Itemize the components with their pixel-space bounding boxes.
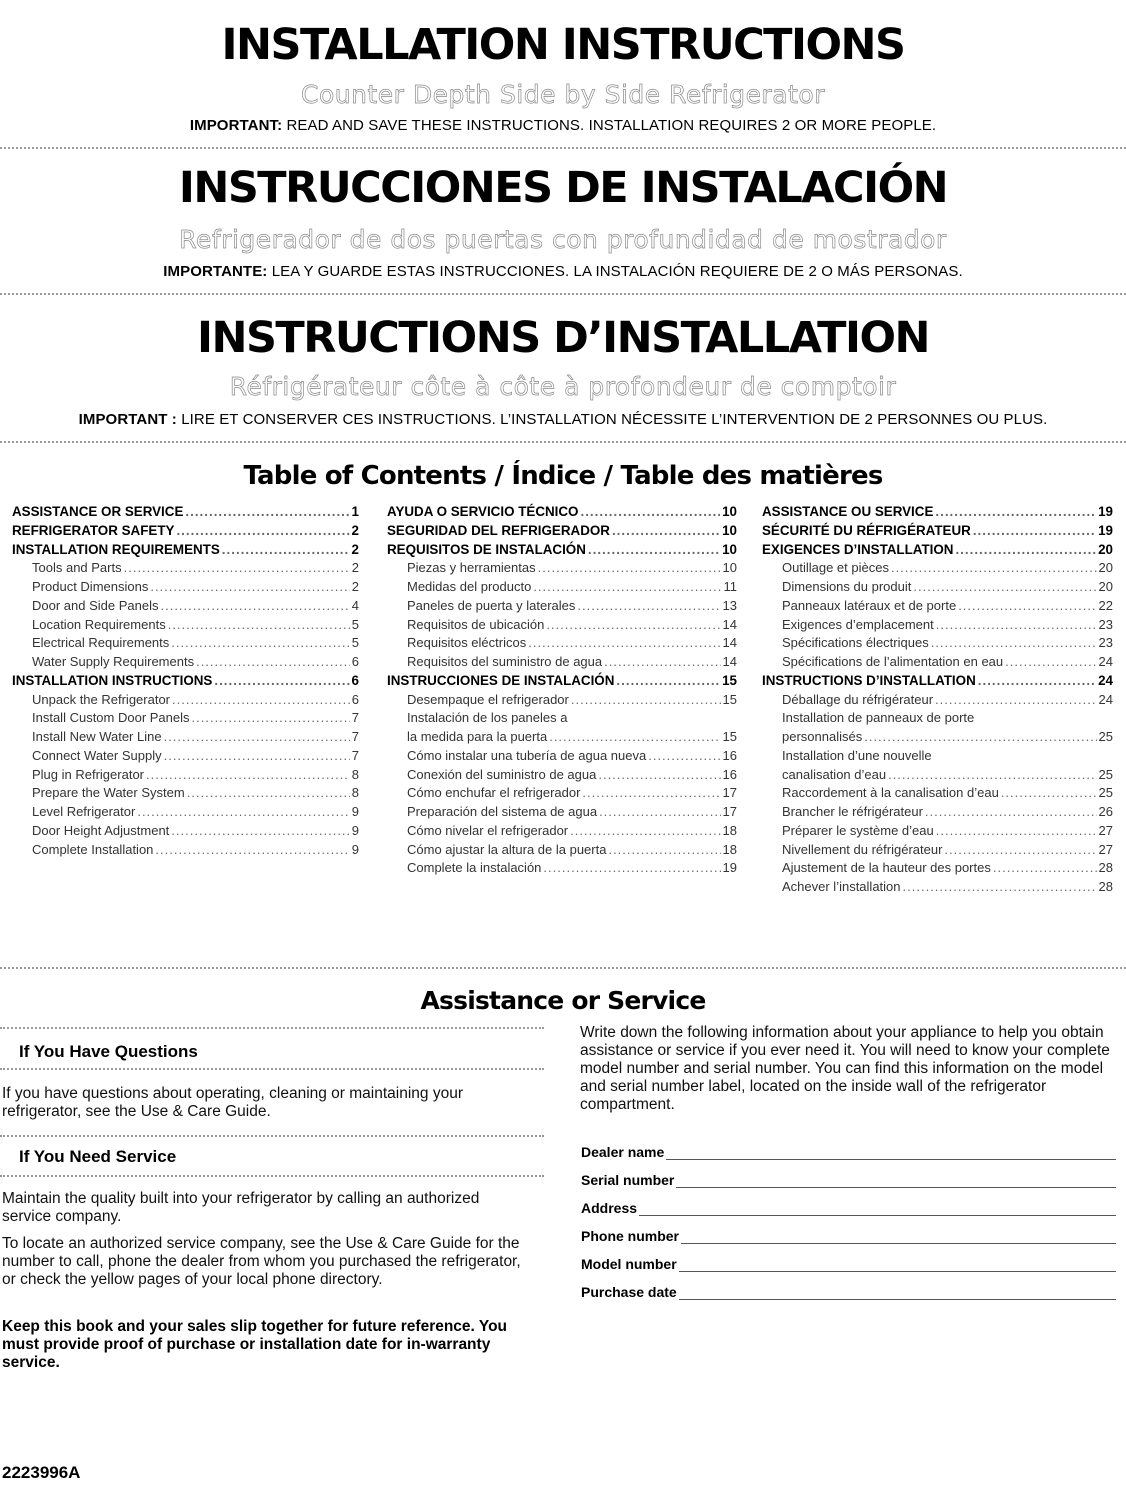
form-field-label: Address <box>581 1200 638 1216</box>
toc-leader-dots <box>925 803 1097 822</box>
toc-entry <box>762 541 1113 560</box>
toc-leader-dots <box>164 747 350 766</box>
form-field <box>581 1280 1116 1300</box>
toc-leader-dots <box>936 616 1097 635</box>
toc-leader-dots <box>137 803 349 822</box>
toc-leader-dots <box>599 803 720 822</box>
service-heading: If You Need Service <box>19 1147 177 1166</box>
toc-entry-label: Cómo instalar una tubería de agua nueva <box>407 747 647 763</box>
toc-entry <box>12 841 359 860</box>
toc-entry-page: 10 <box>722 560 737 576</box>
toc-entry-label: canalisation d’eau <box>782 766 887 782</box>
toc-leader-dots <box>150 578 349 597</box>
toc-entry-page: 19 <box>1098 522 1113 538</box>
toc-entry-label: REFRIGERATOR SAFETY <box>12 522 175 538</box>
toc-entry <box>12 634 359 653</box>
toc-entry-label: Nivellement du réfrigérateur <box>782 841 943 857</box>
toc-entry <box>12 672 359 691</box>
toc-entry <box>12 578 359 597</box>
toc-entry <box>762 522 1113 541</box>
toc-entry <box>387 597 737 616</box>
toc-leader-dots <box>124 559 350 578</box>
toc-entry-page: 9 <box>351 841 359 857</box>
toc-entry-page: 5 <box>351 635 359 651</box>
toc-entry-label: personnalisés <box>782 729 863 744</box>
toc-entry-label: Exigences d’emplacement <box>782 616 934 632</box>
toc-leader-dots <box>648 747 720 766</box>
toc-entry-page: 19 <box>1098 504 1113 519</box>
questions-heading: If You Have Questions <box>19 1042 198 1061</box>
divider <box>0 147 1126 149</box>
subtitle-french: Réfrigérateur côte à côte à profondeur de comptoir <box>229 372 897 401</box>
toc-entry-label: Desempaque el refrigerador <box>407 691 569 707</box>
toc-entry-label: Installation d’une nouvelle <box>782 747 932 763</box>
divider <box>0 967 1126 969</box>
service-text-1: Maintain the quality built into your refrigerator by calling an authorized service company. <box>2 1190 480 1225</box>
divider <box>0 1175 544 1177</box>
toc-entry-page: 2 <box>351 560 359 576</box>
toc-entry <box>12 503 359 522</box>
toc-entry-label: Water Supply Requirements <box>32 654 195 669</box>
toc-entry-page: 27 <box>1098 841 1113 857</box>
toc-entry-page: 23 <box>1098 635 1113 651</box>
toc-entry-label: INSTALLATION INSTRUCTIONS <box>12 672 213 688</box>
toc-leader-dots <box>172 691 350 710</box>
toc-entry-label: Cómo ajustar la altura de la puerta <box>407 841 607 857</box>
toc-leader-dots <box>546 616 720 635</box>
important-spanish <box>0 263 1126 281</box>
toc-entry-page: 9 <box>351 804 359 819</box>
toc-entry-label: Ajustement de la hauteur des portes <box>782 860 991 876</box>
toc-entry <box>762 578 1113 597</box>
toc-column-spanish <box>387 503 737 878</box>
toc-entry <box>762 747 1113 766</box>
toc-leader-dots <box>903 878 1097 897</box>
toc-leader-dots <box>1005 653 1096 672</box>
toc-entry-label: Location Requirements <box>32 616 166 632</box>
toc-entry <box>387 541 737 560</box>
toc-entry <box>387 503 737 522</box>
toc-entry <box>12 709 359 728</box>
toc-entry-label: Tools and Parts <box>32 560 122 576</box>
toc-entry <box>762 766 1113 785</box>
title-french: INSTRUCTIONS D’INSTALLATION <box>196 313 930 363</box>
toc-leader-dots <box>171 822 349 841</box>
toc-leader-dots <box>973 522 1096 541</box>
toc-entry-page: 14 <box>722 654 737 669</box>
toc-entry <box>762 841 1113 860</box>
toc-leader-dots <box>146 766 350 785</box>
toc-entry <box>762 616 1113 635</box>
form-field <box>581 1140 1116 1160</box>
toc-entry-page: 6 <box>351 672 359 688</box>
toc-entry-page: 7 <box>351 710 359 726</box>
toc-entry-label: INSTRUCCIONES DE INSTALACIÓN <box>387 672 615 688</box>
toc-entry <box>762 672 1113 691</box>
toc-leader-dots <box>955 541 1096 560</box>
toc-entry-label: Plug in Refrigerator <box>32 766 144 782</box>
toc-entry <box>12 822 359 841</box>
form-field <box>581 1224 1116 1244</box>
toc-entry-page: 11 <box>723 579 737 594</box>
toc-entry <box>387 859 737 878</box>
toc-entry-label: Paneles de puerta y laterales <box>407 597 576 613</box>
toc-leader-dots <box>958 597 1096 616</box>
important-text: LEA Y GUARDE ESTAS INSTRUCCIONES. LA INSTALACIÓN REQUIERE DE 2 O MÁS PERSONAS. <box>271 263 963 280</box>
toc-entry-label: Requisitos eléctricos <box>407 635 527 651</box>
toc-leader-dots <box>538 559 721 578</box>
toc-entry-page: 20 <box>1098 541 1113 557</box>
toc-entry <box>762 559 1113 578</box>
toc-entry-page: 15 <box>722 691 737 707</box>
toc-entry-page: 14 <box>722 635 737 651</box>
toc-leader-dots <box>168 616 350 635</box>
toc-entry-page: 20 <box>1098 560 1113 576</box>
toc-entry-label: SEGURIDAD DEL REFRIGERADOR <box>387 522 610 538</box>
toc-entry-page: 8 <box>351 785 359 801</box>
toc-entry <box>12 597 359 616</box>
toc-entry <box>387 709 737 728</box>
toc-entry-page: 13 <box>722 597 737 613</box>
form-field <box>581 1168 1116 1188</box>
toc-entry <box>387 803 737 822</box>
toc-leader-dots <box>222 541 350 560</box>
toc-leader-dots <box>580 503 720 522</box>
toc-entry <box>762 597 1113 616</box>
toc-entry-page: 4 <box>351 597 359 613</box>
toc-entry <box>12 653 359 672</box>
toc-entry-page: 16 <box>722 747 737 763</box>
toc-entry-label: Panneaux latéraux et de porte <box>782 597 957 613</box>
toc-entry-label: REQUISITOS DE INSTALACIÓN <box>387 541 586 557</box>
toc-entry-label: Door and Side Panels <box>32 597 159 613</box>
toc-entry <box>387 634 737 653</box>
questions-text: If you have questions about operating, cleaning or maintaining your refrigerator, see the Use & Care Guide. <box>2 1085 463 1120</box>
toc-entry-page: 10 <box>722 541 737 557</box>
toc-entry <box>12 559 359 578</box>
toc-entry <box>762 503 1113 522</box>
form-field-label: Phone number <box>581 1228 680 1244</box>
important-label: IMPORTANTE: <box>163 263 268 280</box>
toc-entry-label: EXIGENCES D’INSTALLATION <box>762 541 954 557</box>
form-field-label: Dealer name <box>581 1144 665 1160</box>
toc-leader-dots <box>549 728 720 747</box>
toc-entry-label: Complete la instalación <box>407 860 542 876</box>
toc-entry <box>387 672 737 691</box>
toc-entry-page: 24 <box>1098 654 1113 669</box>
toc-entry-label: Spécifications électriques <box>782 635 929 651</box>
toc-leader-dots <box>171 634 349 653</box>
toc-entry-page: 17 <box>722 804 737 819</box>
toc-entry <box>12 541 359 560</box>
toc-entry-label: Connect Water Supply <box>32 747 162 763</box>
toc-entry-label: Requisitos del suministro de agua <box>407 654 603 669</box>
toc-entry <box>762 803 1113 822</box>
toc-entry-label: ASSISTANCE OU SERVICE <box>762 504 934 519</box>
keep-text: Keep this book and your sales slip together for future reference. You must provide proof of purchase or installation date for in-warranty service. <box>2 1318 508 1371</box>
toc-entry <box>387 616 737 635</box>
toc-entry <box>387 653 737 672</box>
toc-entry-label: Unpack the Refrigerator <box>32 691 171 707</box>
toc-entry-page: 2 <box>351 522 359 538</box>
toc-leader-dots <box>155 841 349 860</box>
divider <box>0 1135 544 1137</box>
toc-entry-page: 24 <box>1098 672 1113 688</box>
toc-entry-label: SÉCURITÉ DU RÉFRIGÉRATEUR <box>762 522 971 538</box>
toc-entry-page: 22 <box>1098 597 1113 613</box>
toc-leader-dots <box>935 503 1096 522</box>
toc-entry-page: 18 <box>722 841 737 857</box>
divider <box>0 1068 544 1070</box>
toc-entry-page: 9 <box>351 822 359 838</box>
subtitle-spanish: Refrigerador de dos puertas con profundidad de mostrador <box>179 225 947 254</box>
toc-entry-page: 23 <box>1098 616 1113 632</box>
toc-entry <box>387 559 737 578</box>
toc-entry-label: Cómo enchufar el refrigerador <box>407 785 581 801</box>
toc-leader-dots <box>993 859 1097 878</box>
divider <box>0 293 1126 295</box>
toc-entry <box>762 634 1113 653</box>
toc-entry-page: 10 <box>722 522 737 538</box>
toc-entry <box>12 803 359 822</box>
form-field <box>581 1196 1116 1216</box>
toc-entry <box>387 691 737 710</box>
toc-entry-page: 17 <box>722 785 737 801</box>
toc-entry-page: 16 <box>722 766 737 782</box>
important-text: LIRE ET CONSERVER CES INSTRUCTIONS. L’INSTALLATION NÉCESSITE L’INTERVENTION DE 2 PERSONNES OU PLUS. <box>181 411 1048 428</box>
toc-entry-page: 18 <box>722 822 737 838</box>
toc-entry <box>387 747 737 766</box>
form-field <box>581 1252 1116 1272</box>
assistance-title: Assistance or Service <box>420 986 706 1015</box>
toc-entry-label: Piezas y herramientas <box>407 560 536 576</box>
toc-entry-label: AYUDA O SERVICIO TÉCNICO <box>387 504 579 519</box>
toc-entry <box>762 859 1113 878</box>
toc-entry-page: 20 <box>1098 579 1113 594</box>
toc-leader-dots <box>196 653 350 672</box>
toc-entry <box>387 522 737 541</box>
toc-entry-label: Dimensions du produit <box>782 579 912 594</box>
toc-column-french <box>762 503 1113 897</box>
toc-leader-dots <box>588 541 720 560</box>
toc-entry-page: 28 <box>1098 879 1113 894</box>
toc-entry-page: 1 <box>351 504 359 519</box>
toc-leader-dots <box>931 634 1097 653</box>
divider <box>0 441 1126 443</box>
toc-leader-dots <box>185 503 349 522</box>
toc-leader-dots <box>936 822 1097 841</box>
toc-entry <box>387 578 737 597</box>
subtitle-english: Counter Depth Side by Side Refrigerator <box>301 80 825 109</box>
toc-leader-dots <box>604 653 720 672</box>
toc-entry <box>762 728 1113 747</box>
toc-entry-label: Achever l’installation <box>782 879 901 894</box>
toc-entry-label: Installation de panneaux de porte <box>782 710 975 726</box>
toc-entry-label: Medidas del producto <box>407 579 532 594</box>
toc-entry-label: Requisitos de ubicación <box>407 616 545 632</box>
toc-leader-dots <box>543 859 720 878</box>
toc-entry <box>12 784 359 803</box>
toc-entry-label: Product Dimensions <box>32 579 149 594</box>
toc-entry-label: Preparación del sistema de agua <box>407 804 598 819</box>
toc-column-english <box>12 503 359 859</box>
toc-entry <box>12 616 359 635</box>
toc-entry-label: Conexión del suministro de agua <box>407 766 597 782</box>
title-english: INSTALLATION INSTRUCTIONS <box>221 20 905 70</box>
toc-leader-dots <box>978 672 1096 691</box>
toc-leader-dots <box>164 728 350 747</box>
toc-leader-dots <box>528 634 720 653</box>
toc-entry-label: INSTRUCTIONS D’INSTALLATION <box>762 672 976 688</box>
toc-entry-page: 27 <box>1098 822 1113 838</box>
toc-entry-label: Outillage et pièces <box>782 560 889 576</box>
toc-entry <box>387 784 737 803</box>
toc-entry-page: 2 <box>351 541 359 557</box>
toc-leader-dots <box>608 841 720 860</box>
toc-leader-dots <box>192 709 350 728</box>
toc-leader-dots <box>864 728 1096 747</box>
toc-entry-label: la medida para la puerta <box>407 729 548 744</box>
toc-entry-page: 5 <box>351 616 359 632</box>
toc-entry <box>762 822 1113 841</box>
toc-leader-dots <box>935 691 1096 710</box>
toc-leader-dots <box>214 672 349 691</box>
important-label: IMPORTANT : <box>78 411 177 428</box>
toc-entry-label: Raccordement à la canalisation d’eau <box>782 785 999 801</box>
form-field-label: Model number <box>581 1256 677 1272</box>
toc-entry-label: Brancher le réfrigérateur <box>782 804 923 819</box>
toc-entry-page: 6 <box>351 654 359 669</box>
toc-leader-dots <box>888 766 1096 785</box>
form-field-label: Serial number <box>581 1172 675 1188</box>
toc-entry-label: Door Height Adjustment <box>32 822 170 838</box>
toc-entry-page: 15 <box>722 729 737 744</box>
toc-entry-page: 7 <box>351 747 359 763</box>
toc-entry-page: 25 <box>1098 766 1113 782</box>
toc-entry-page: 2 <box>351 579 359 594</box>
form-field-label: Purchase date <box>581 1284 677 1300</box>
toc-entry <box>762 784 1113 803</box>
toc-title: Table of Contents / Índice / Table des matières <box>243 461 883 491</box>
toc-entry-page: 24 <box>1098 691 1113 707</box>
toc-entry-page: 19 <box>722 860 737 876</box>
toc-entry <box>12 728 359 747</box>
part-number: 2223996A <box>2 1463 81 1482</box>
important-text: READ AND SAVE THESE INSTRUCTIONS. INSTALLATION REQUIRES 2 OR MORE PEOPLE. <box>286 117 937 134</box>
toc-entry-label: Install Custom Door Panels <box>32 710 190 726</box>
toc-leader-dots <box>616 672 720 691</box>
form-field-line[interactable] <box>679 1258 1116 1272</box>
toc-entry-page: 6 <box>351 691 359 707</box>
toc-leader-dots <box>571 691 721 710</box>
toc-leader-dots <box>582 784 720 803</box>
toc-entry-label: Spécifications de l’alimentation en eau <box>782 654 1004 669</box>
toc-entry-page: 10 <box>722 504 737 519</box>
toc-entry-page: 25 <box>1098 729 1113 744</box>
toc-entry <box>762 878 1113 897</box>
toc-entry-label: ASSISTANCE OR SERVICE <box>12 504 184 519</box>
toc-leader-dots <box>533 578 721 597</box>
toc-leader-dots <box>913 578 1096 597</box>
form-field-line[interactable] <box>681 1230 1116 1244</box>
toc-leader-dots <box>891 559 1097 578</box>
toc-entry <box>387 766 737 785</box>
toc-entry <box>12 691 359 710</box>
toc-entry-label: Level Refrigerator <box>32 804 136 819</box>
toc-entry <box>387 822 737 841</box>
important-label: IMPORTANT: <box>189 117 283 134</box>
form-field-line[interactable] <box>676 1174 1116 1188</box>
toc-entry-label: Prepare the Water System <box>32 785 185 801</box>
toc-entry-page: 7 <box>351 729 359 744</box>
toc-leader-dots <box>1001 784 1097 803</box>
divider <box>0 1027 544 1029</box>
form-field-line[interactable] <box>679 1286 1116 1300</box>
toc-entry-page: 26 <box>1098 804 1113 819</box>
toc-entry <box>12 522 359 541</box>
toc-leader-dots <box>598 766 720 785</box>
toc-entry-page: 8 <box>351 766 359 782</box>
important-english <box>0 117 1126 135</box>
toc-leader-dots <box>187 784 350 803</box>
form-field-line[interactable] <box>666 1146 1116 1160</box>
toc-entry-label: INSTALLATION REQUIREMENTS <box>12 541 220 557</box>
form-field-line[interactable] <box>639 1202 1116 1216</box>
toc-entry <box>762 653 1113 672</box>
toc-entry <box>387 841 737 860</box>
toc-leader-dots <box>176 522 349 541</box>
toc-entry <box>762 691 1113 710</box>
toc-entry-label: Electrical Requirements <box>32 635 170 651</box>
toc-entry-label: Install New Water Line <box>32 729 162 744</box>
toc-entry <box>12 747 359 766</box>
toc-entry-page: 28 <box>1098 860 1113 876</box>
toc-entry-label: Complete Installation <box>32 841 154 857</box>
info-text: Write down the following information about your appliance to help you obtain assistance or service if you ever need it. You will need to know your complete model number and serial number. You can find this information on the model and serial number label, located on the inside wall of the refrigerator compartment. <box>580 1024 1110 1113</box>
toc-leader-dots <box>944 841 1096 860</box>
important-french <box>0 411 1126 429</box>
toc-entry-label: Déballage du réfrigérateur <box>782 691 934 707</box>
toc-entry-label: Instalación de los paneles a <box>407 710 568 726</box>
toc-leader-dots <box>612 522 720 541</box>
toc-entry-page: 15 <box>722 672 737 688</box>
toc-entry <box>12 766 359 785</box>
toc-leader-dots <box>577 597 720 616</box>
toc-leader-dots <box>160 597 349 616</box>
toc-entry-page: 25 <box>1098 785 1113 801</box>
service-text-2: To locate an authorized service company, see the Use & Care Guide for the number to call, phone the dealer from whom you purchased the refrigerator, or check the yellow pages of your local phone directory. <box>2 1235 521 1288</box>
toc-leader-dots <box>570 822 720 841</box>
toc-entry <box>387 728 737 747</box>
toc-entry-label: Cómo nivelar el refrigerador <box>407 822 569 838</box>
toc-entry-page: 14 <box>722 616 737 632</box>
title-spanish: INSTRUCCIONES DE INSTALACIÓN <box>178 163 948 213</box>
toc-entry <box>762 709 1113 728</box>
toc-entry-label: Préparer le système d’eau <box>782 822 934 838</box>
